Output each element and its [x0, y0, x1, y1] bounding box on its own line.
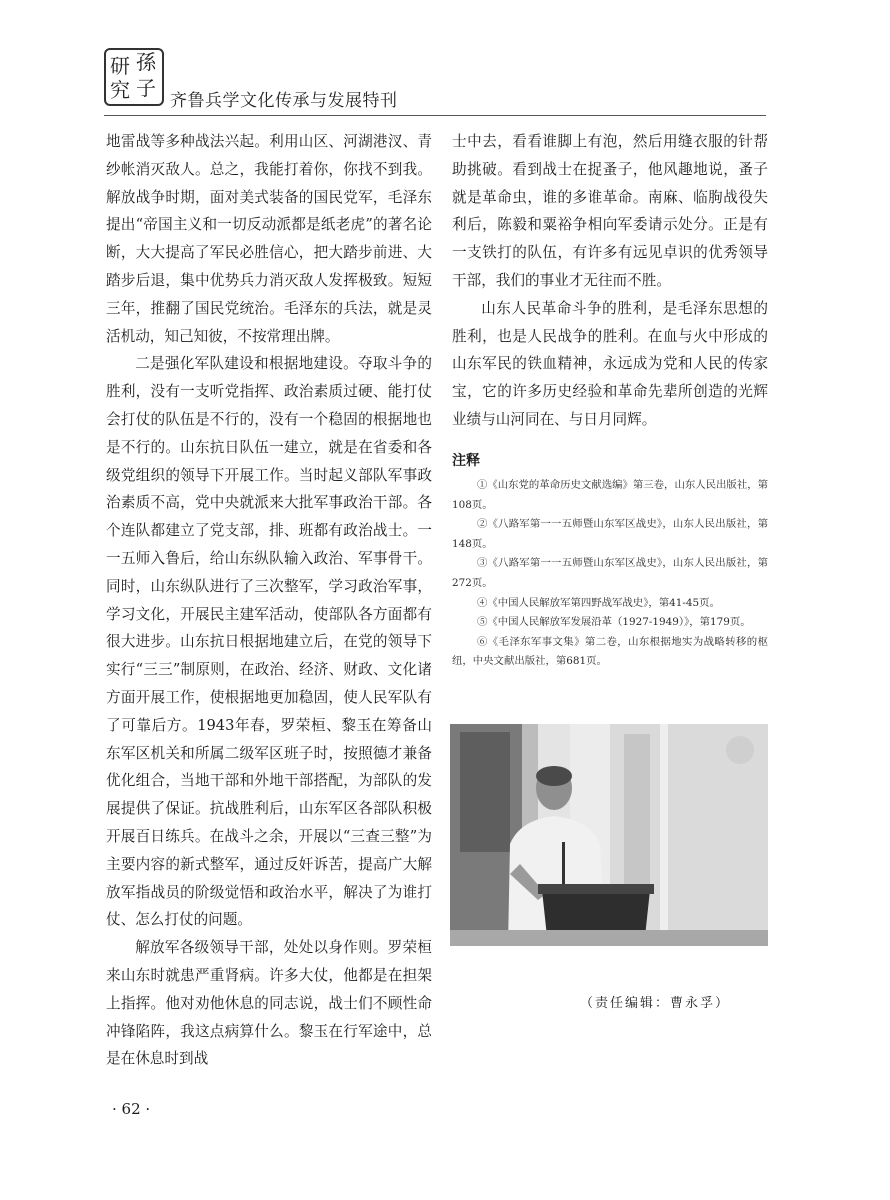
note-item: ①《山东党的革命历史文献选编》第三卷，山东人民出版社，第108页。: [452, 479, 768, 511]
speaker-at-podium-photo: [450, 724, 768, 946]
left-paragraph-3: 解放军各级领导干部，处处以身作则。罗荣桓来山东时就患严重肾病。许多大仗，他都是在担架上指挥。他对劝他休息的同志说，战士们不顾性命冲锋陷阵，我这点病算什么。黎玉在行军途中，总是在休息时到战: [106, 939, 432, 1068]
note-item: ④《中国人民解放军第四野战军战史》，第41-45页。: [476, 596, 720, 609]
notes-list: [452, 476, 768, 672]
right-column: [452, 128, 768, 434]
notes-heading: 注释: [452, 453, 480, 469]
logo-char-2: 孫: [136, 50, 156, 74]
header-divider: [104, 115, 766, 116]
responsible-editor: （责任编辑：曹永孚）: [580, 996, 731, 1011]
note-item: ⑤《中国人民解放军发展沿革（1927-1949）》，第179页。: [476, 616, 751, 629]
left-paragraph-2: 二是强化军队建设和根据地建设。夺取斗争的胜利，没有一支听党指挥、政治素质过硬、能打仗会打仗的队伍是不行的，没有一个稳固的根据地也是不行的。山东抗日队伍一建立，就是在省委和各级党组织的领导下开展工作。当时起义部队军事政治素质不高，党中央就派来大批军事政治干部。各个连队都建立了党支部，排、班都有政治战士。一一五师入鲁后，给山东纵队输入政治、军事骨干。同时，山东纵队进行了三次整军，学习政治军事，学习文化，开展民主建军活动，使部队各方面都有很大进步。山东抗日根据地建立后，在党的领导下实行“三三”制原则，在政治、经济、财政、文化诸方面开展工作，使根据地更加稳固，使人民军队有了可靠后方。1943年春，罗荣桓、黎玉在筹备山东军区机关和所属二级军区班子时，按照德才兼备优化组合，当地干部和外地干部搭配，为部队的发展提供了保证。抗战胜利后，山东军区各部队积极开展百日练兵。在战斗之余，开展以“三查三整”为主要内容的新式整军，通过反奸诉苦，提高广大解放军指战员的阶级觉悟和政治水平，解决了为谁打仗、怎么打仗的问题。: [106, 355, 432, 929]
logo-char-3: 究: [110, 78, 130, 102]
note-item: ②《八路军第一一五师暨山东军区战史》，山东人民出版社，第148页。: [452, 518, 768, 550]
journal-logo: [104, 48, 164, 106]
note-item: ③《八路军第一一五师暨山东军区战史》，山东人民出版社，第272页。: [452, 557, 768, 589]
right-paragraph-2: 山东人民革命斗争的胜利，是毛泽东思想的胜利，也是人民战争的胜利。在血与火中形成的山东军民的铁血精神，永远成为党和人民的传家宝，它的许多历史经验和革命先辈所创造的光辉业绩与山河同在、与日月同辉。: [452, 299, 768, 428]
note-item: ⑥《毛泽东军事文集》第二卷，山东根据地实为战略转移的枢纽，中央文献出版社，第681页。: [452, 635, 768, 668]
left-paragraph-1: 地雷战等多种战法兴起。利用山区、河湖港汊、青纱帐消灭敌人。总之，我能打着你，你找不到我。解放战争时期，面对美式装备的国民党军，毛泽东提出“帝国主义和一切反动派都是纸老虎”的著名论断，大大提高了军民必胜信心，把大踏步前进、大踏步后退，集中优势兵力消灭敌人发挥极致。短短三年，推翻了国民党统治。毛泽东的兵法，就是灵活机动，知己知彼，不按常理出牌。: [106, 133, 432, 345]
right-paragraph-1: 士中去，看看谁脚上有泡，然后用缝衣服的针帮助挑破。看到战士在捉蚤子，他风趣地说，蚤子就是革命虫，谁的多谁革命。南麻、临朐战役失利后，陈毅和粟裕争相向军委请示处分。正是有一支铁打的队伍，有许多有远见卓识的优秀领导干部，我们的事业才无往而不胜。: [452, 133, 768, 289]
journal-section-title: 齐鲁兵学文化传承与发展特刊: [170, 91, 398, 111]
logo-char-4: 子: [136, 76, 156, 100]
page-number: · 62 ·: [112, 1100, 151, 1118]
logo-char-1: 研: [110, 54, 130, 78]
left-column: [106, 128, 432, 1073]
